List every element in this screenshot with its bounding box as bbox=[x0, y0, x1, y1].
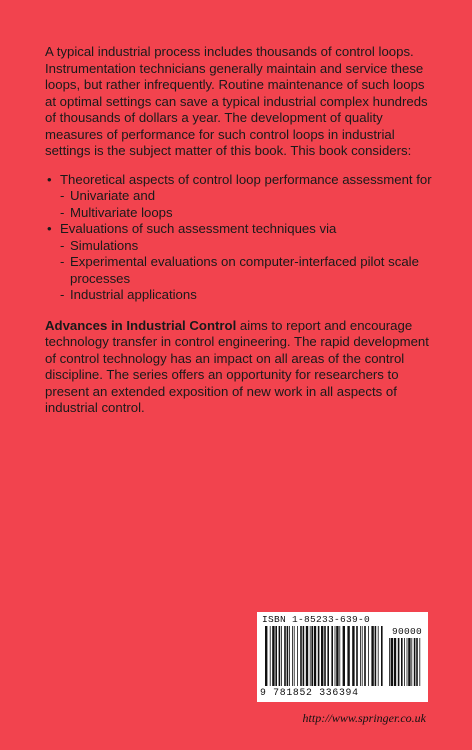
barcode-bar bbox=[404, 638, 405, 686]
barcode-bar bbox=[391, 638, 393, 686]
barcode-bar bbox=[378, 626, 379, 686]
barcode-bar bbox=[318, 626, 320, 686]
barcode-bar bbox=[314, 626, 316, 686]
barcode-bar bbox=[394, 638, 396, 686]
barcode-bar bbox=[389, 638, 390, 686]
barcode-bar bbox=[419, 638, 420, 686]
barcode-bar bbox=[407, 638, 408, 686]
list-item bbox=[45, 221, 435, 304]
barcode-bar bbox=[356, 626, 358, 686]
barcode-box bbox=[257, 612, 428, 702]
barcode-bar bbox=[306, 626, 308, 686]
barcode-bar bbox=[364, 626, 366, 686]
barcode-bar bbox=[297, 626, 298, 686]
barcode-bar bbox=[416, 638, 418, 686]
barcode-bar bbox=[360, 626, 361, 686]
barcode-bar bbox=[300, 626, 302, 686]
barcode-bar bbox=[324, 626, 326, 686]
barcode-bar bbox=[375, 626, 377, 686]
barcode-bar bbox=[311, 626, 313, 686]
barcode-bar bbox=[411, 638, 412, 686]
barcode-bar bbox=[408, 638, 410, 686]
barcode-bar bbox=[368, 626, 369, 686]
sub-list-item: - Multivariate loops bbox=[60, 205, 435, 222]
barcode-bar bbox=[292, 626, 293, 686]
back-cover-text bbox=[45, 44, 435, 417]
barcode-bar bbox=[371, 626, 373, 686]
list-item bbox=[45, 172, 435, 222]
barcode-bar bbox=[310, 626, 311, 686]
sub-list-item: - Univariate and bbox=[60, 188, 435, 205]
barcode-bar bbox=[362, 626, 363, 686]
barcode-bar bbox=[335, 626, 336, 686]
barcode-bar bbox=[287, 626, 289, 686]
barcode-bar bbox=[347, 626, 349, 686]
barcode-bar bbox=[401, 638, 403, 686]
barcode-bar bbox=[272, 626, 274, 686]
ean-number: 9 781852 336394 bbox=[260, 687, 359, 698]
isbn-number: ISBN 1-85233-639-0 bbox=[262, 614, 371, 625]
barcode-bar bbox=[343, 626, 345, 686]
barcode-bar bbox=[281, 626, 282, 686]
barcode-bar bbox=[381, 626, 383, 686]
series-description: aims to report and encourage technology transfer in control engineering. The rapid development of control technology has an impact on all areas of the control discipline. The series offers an opportunity for researchers to present an extended exposition of new work in all aspects of industrial control. bbox=[45, 317, 429, 415]
barcode-bar bbox=[289, 626, 290, 686]
sub-list bbox=[60, 188, 435, 221]
publisher-url: http://www.springer.co.uk bbox=[302, 711, 426, 725]
barcode-bar bbox=[279, 626, 281, 686]
price-addon-number: 90000 bbox=[391, 626, 422, 637]
barcode-bar bbox=[284, 626, 286, 686]
barcode-bar bbox=[321, 626, 323, 686]
barcode-bar bbox=[398, 638, 400, 686]
sub-list-item: - Industrial applications bbox=[60, 287, 435, 304]
sub-list bbox=[60, 238, 435, 304]
barcode-bar bbox=[331, 626, 333, 686]
list-item-text: Theoretical aspects of control loop performance assessment for bbox=[60, 171, 432, 187]
list-item-text: Evaluations of such assessment techniques via bbox=[60, 221, 337, 236]
barcode-bar bbox=[275, 626, 277, 686]
series-name: Advances in Industrial Control bbox=[45, 317, 237, 333]
barcode-bar bbox=[336, 626, 338, 686]
sub-list-item: - Simulations bbox=[60, 238, 435, 255]
ean-barcode-bars bbox=[265, 626, 383, 686]
series-paragraph bbox=[45, 318, 435, 417]
sub-list-item: - Experimental evaluations on computer-interfaced pilot scale processes bbox=[60, 254, 435, 287]
topics-list bbox=[45, 172, 435, 304]
barcode-bar bbox=[352, 626, 354, 686]
addon-barcode-bars bbox=[389, 638, 423, 686]
barcode-bar bbox=[327, 626, 329, 686]
barcode-bar bbox=[265, 626, 267, 686]
barcode-bar bbox=[414, 638, 416, 686]
barcode-bar bbox=[339, 626, 340, 686]
intro-paragraph: A typical industrial process includes thousands of control loops. Instrumentation technicians generally maintain and service these loops, but rather infrequently. Routine maintenance of such loops at optimal settings can save a typical industrial complex hundreds of thousands of dollars a year. The development of quality measures of performance for such control loops in industrial settings is the subject matter of this book. This book considers: bbox=[45, 44, 428, 158]
barcode-bar bbox=[270, 626, 271, 686]
barcode-bar bbox=[294, 626, 295, 686]
barcode-bar bbox=[303, 626, 305, 686]
